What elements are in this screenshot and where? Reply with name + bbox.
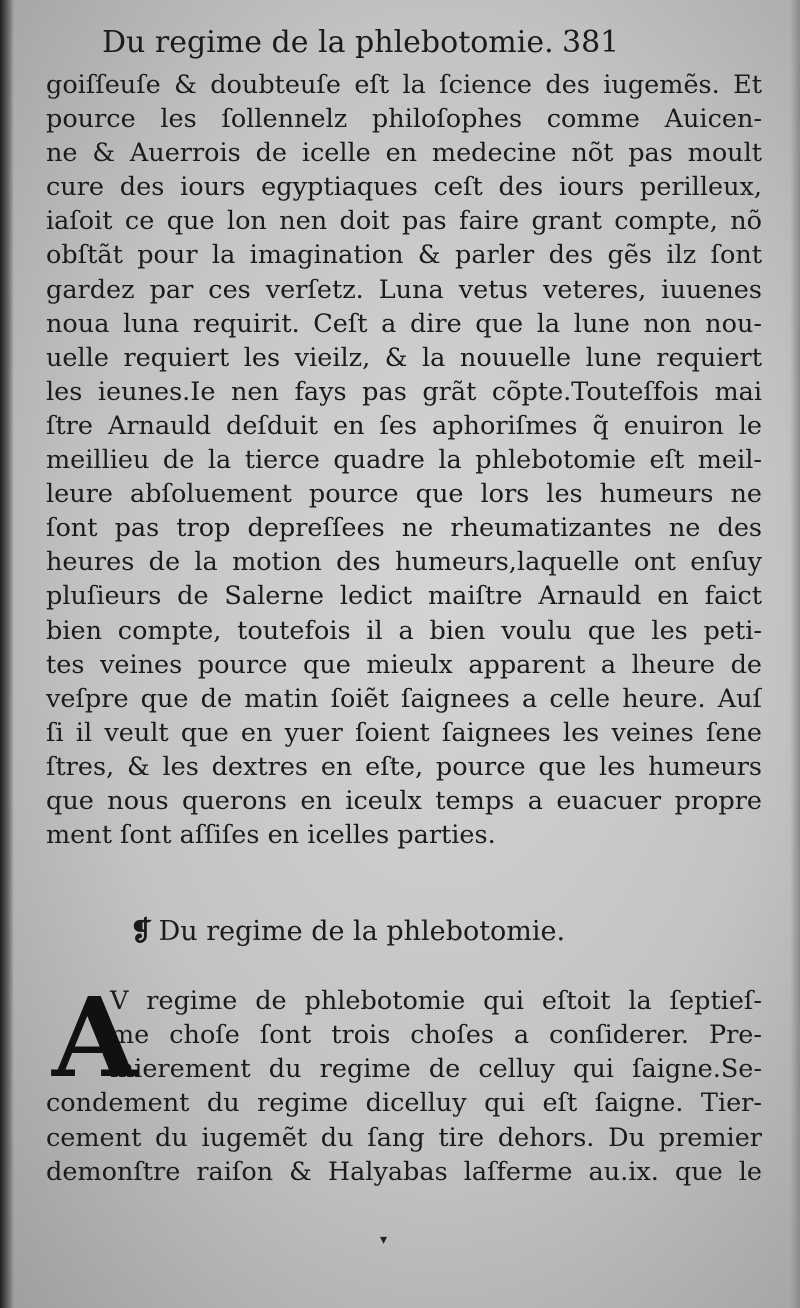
paragraph-2 [46, 973, 762, 1189]
text-line: pource les ſollennelz philoſophes comme Auicen- [46, 104, 762, 135]
text-line: uelle requiert les vieilz, & la nouuelle lune requiert [46, 342, 762, 373]
running-title: Du regime de la phlebotomie. [102, 25, 554, 60]
text-line: les ieunes.Ie nen fays pas grãt cõpte.Touteſfois mai [46, 376, 762, 407]
text-line: tes veines pource que mieulx apparent a lheure de [46, 649, 762, 680]
text-line: meillieu de la tierce quadre la phlebotomie eſt meil- [46, 445, 762, 476]
text-line: me choſe ſont trois choſes a conſiderer. Pre- [110, 1020, 762, 1051]
text-line: V regime de phlebotomie qui eſtoit la ſeptieſ- [110, 986, 762, 1017]
section-heading [46, 906, 762, 958]
drop-cap: A [52, 973, 138, 1103]
text-line: condement du regime dicelluy qui eſt ſaigne. Tier- [46, 1088, 762, 1119]
text-line: cement du iugemẽt du ſang tire dehors. Du premier [46, 1122, 762, 1153]
page-header [46, 18, 762, 68]
text-line: heures de la motion des humeurs,laquelle ont enſuy [46, 547, 762, 578]
section-heading-text: Du regime de la phlebotomie. [158, 916, 566, 948]
text-line: leure abſoluement pource que lors les humeurs ne [46, 479, 762, 510]
text-line: ne & Auerrois de icelle en medecine nõt pas moult [46, 138, 762, 169]
paragraph-1 [46, 68, 762, 852]
page-number: 381 [562, 25, 620, 60]
text-line: mierement du regime de celluy qui ſaigne.Se- [110, 1054, 762, 1085]
text-line: que nous querons en iceulx temps a euacuer propre [46, 785, 762, 816]
text-line: pluſieurs de Salerne ledict maiſtre Arnauld en faict [46, 581, 762, 612]
text-line: bien compte, toutefois il a bien voulu que les peti- [46, 615, 762, 646]
pilcrow-mark: ❡ [130, 916, 153, 948]
text-line: demonſtre raiſon & Halyabas laſferme au.ix. que le [46, 1156, 762, 1187]
text-line: gardez par ces verſetz. Luna vetus veteres, iuuenes [46, 274, 762, 305]
text-line: iaſoit ce que lon nen doit pas faire grant compte, nõ [46, 206, 762, 237]
text-line: noua luna requirit. Ceſt a dire que la lune non nou- [46, 308, 762, 339]
text-line: cure des iours egyptiaques ceſt des iours perilleux, [46, 172, 762, 203]
printer-mark: ▾ [380, 1232, 388, 1248]
page-edge-shadow [790, 0, 800, 1308]
text-line: ſtres, & les dextres en eſte, pource que les humeurs [46, 751, 762, 782]
text-line: ment ſont aſſiſes en icelles parties. [46, 820, 496, 851]
text-line: veſpre que de matin ſoiẽt ſaignees a celle heure. Auſ [46, 683, 762, 714]
text-line: ſtre Arnauld deſduit en ſes aphoriſmes q̃ enuiron le [46, 410, 762, 441]
text-line: goiſſeuſe & doubteuſe eſt la ſcience des iugemẽs. Et [46, 70, 762, 100]
text-line: ſi il veult que en yuer ſoient ſaignees les veines ſene [46, 717, 762, 748]
binding-gutter-shadow [0, 0, 14, 1308]
text-block [46, 18, 762, 1189]
text-line: ſont pas trop depreſſees ne rheumatizantes ne des [46, 513, 762, 544]
text-line: obſtãt pour la imagination & parler des gẽs ilz ſont [46, 240, 762, 271]
